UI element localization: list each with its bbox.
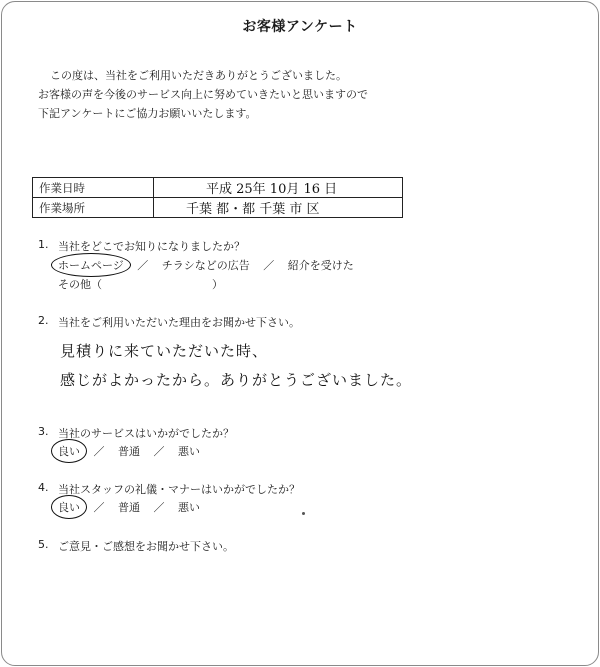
question-number: 4. [38,481,49,494]
question-text: 当社のサービスはいかがでしたか？ [58,427,234,440]
option-separator: ／ [153,501,165,514]
rating-good[interactable]: 良い [58,501,80,514]
work-date-label: 作業日時 [33,178,154,198]
q4-options [58,499,200,515]
question-number: 5. [38,538,49,551]
work-place-value [154,198,403,218]
rating-good[interactable]: 良い [58,445,80,458]
rating-average[interactable]: 普通 [118,445,140,458]
rating-bad[interactable]: 悪い [178,501,200,514]
q1-options [58,257,354,273]
question-number: 2. [38,314,49,327]
question-text: 当社をご利用いただいた理由をお聞かせ下さい。 [58,316,300,329]
question-text: ご意見・ご感想をお聞かせ下さい。 [58,540,234,553]
option-separator: ／ [93,501,105,514]
option-separator: ／ [93,445,105,458]
question-number: 3. [38,425,49,438]
option-referral[interactable]: 紹介を受けた [287,259,354,272]
intro-line: この度は、当社をご利用いただきありがとうございました。 [50,69,347,82]
work-date-value [154,178,403,198]
option-flyer[interactable]: チラシなどの広告 [161,259,250,272]
rating-bad[interactable]: 悪い [178,445,200,458]
work-info-table [32,177,403,218]
intro-line: お客様の声を今後のサービス向上に努めていきたいと思いますので [38,88,368,101]
rating-average[interactable]: 普通 [118,501,140,514]
q1-other-option[interactable]: その他（ ） [58,278,223,291]
work-place-label: 作業場所 [33,198,154,218]
question-number: 1. [38,238,49,251]
work-place-text: 千葉 都・都 千葉 市 区 [186,202,320,217]
question-text: 当社スタッフの礼儀・マナーはいかがでしたか？ [58,483,300,496]
intro-line: 下記アンケートにご協力お願いいたします。 [38,107,257,120]
question-text: 当社をどこでお知りになりましたか？ [58,240,245,253]
option-separator: ／ [263,259,275,272]
q3-options [58,443,200,459]
intro-text [38,66,368,123]
option-separator: ／ [137,259,149,272]
stray-mark [302,512,305,515]
work-date-text: 平成 25年 10月 16 日 [206,182,338,197]
q2-answer-line: 感じがよかったから。ありがとうございました。 [60,371,413,389]
page-title: お客様アンケート [242,19,358,35]
option-homepage[interactable]: ホームページ [58,259,124,272]
option-separator: ／ [153,445,165,458]
q2-answer-line: 見積りに来ていただいた時、 [60,342,269,360]
